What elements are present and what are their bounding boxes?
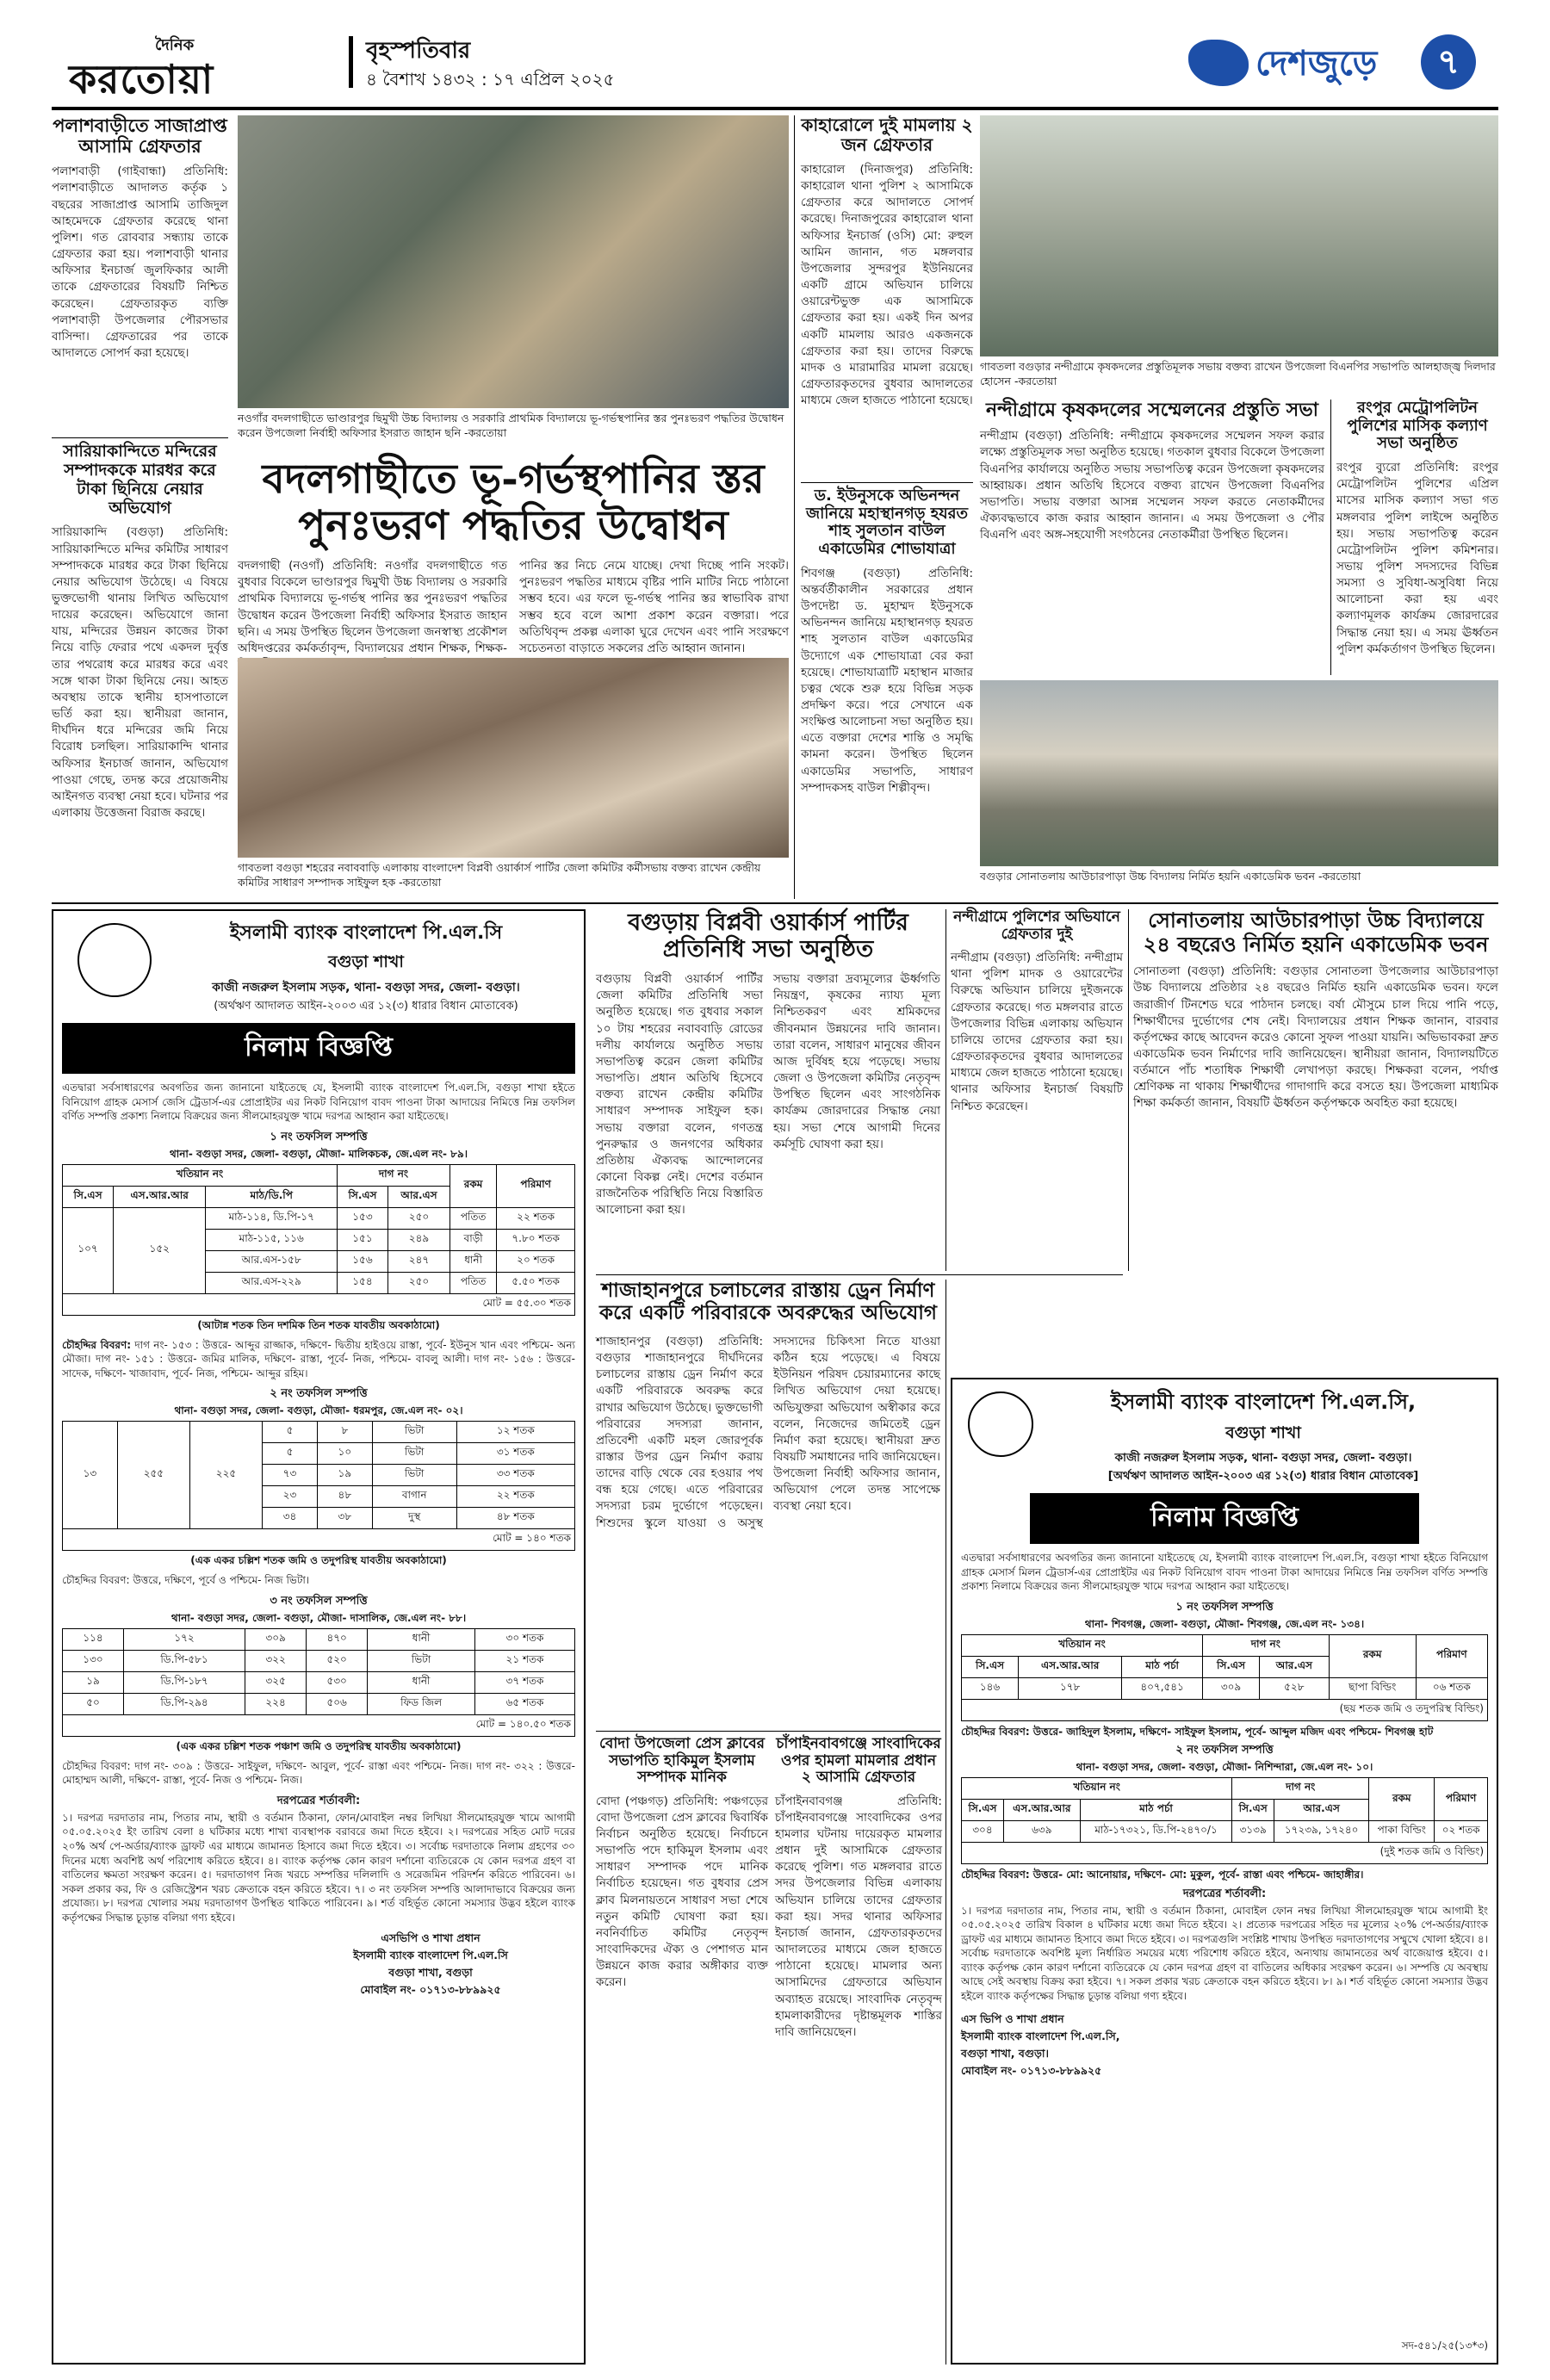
story-temple xyxy=(52,443,228,899)
schedule-3-boundary: চৌহদ্দির বিবরণ: দাগ নং- ৩০৯ : উত্তরে- সাইফুল, দক্ষিণে- আবুল, পূর্বে- রাস্তা এবং পশ্চিমে- নিজ। দাগ নং- ৩২২ : উত্তরে- মোহাম্মদ আলী, দক্ষিণে- রাস্তা, পূর্বে- নিজ ও পশ্চিমে- নিজ। xyxy=(62,1759,575,1787)
branch-name: বগুড়া শাখা xyxy=(1225,1423,1301,1442)
headline: চাঁপাইনবাবগঞ্জে সাংবাদিকের ওপর হামলা মামলার প্রধান ২ আসামি গ্রেফতার xyxy=(776,1735,941,1787)
schedule-1-location: থানা- শিবগঞ্জ, জেলা- বগুড়া, মৌজা- শিবগঞ্জ, জে.এল নং- ১৩৪। xyxy=(1084,1617,1365,1630)
photo-inauguration xyxy=(238,115,789,408)
schedule-2-table: ১৩ ২৫৫ ২২৫ ৫ ৮ ভিটা ১২ শতক ৫ ১০ ভিটা ৩১ শতক ৭৩ ১৯ ভিটা ৩৩ শতক ২৩ ৪৮ বাগান ২২ শতক ৩৪ ৩৮ দুস্থ ৪৮ শতক মোট = ১৪০ শতক xyxy=(62,1421,575,1551)
schedule-1-title: ১ নং তফসিল সম্পত্তি xyxy=(1175,1600,1274,1614)
story-body: নন্দীগ্রাম (বগুড়া) প্রতিনিধি: নন্দীগ্রামে কৃষকদলের সম্মেলন সফল করার লক্ষ্যে প্রস্তুতিমূলক সভা অনুষ্ঠিত হয়েছে। গতকাল বুধবার বিকেলে উপজেলা বিএনপির কার্যালয়ে অনুষ্ঠিত সভায় সভাপতিত্ব করেন উপজেলা কৃষকদলের আহ্বায়ক। প্রধান অতিথি হিসেবে বক্তব্য রাখেন উপজেলা বিএনপির সভাপতি। সভায় বক্তারা আসন্ন সম্মেলন সফল করতে নেতাকর্মীদের ঐক্যবদ্ধভাবে কাজ করার আহ্বান জানান। এ সময় উপজেলা ও পৌর বিএনপি এবং অঙ্গ-সহযোগী সংগঠনের নেতাকর্মীরা উপস্থিত ছিলেন। xyxy=(980,429,1324,542)
story-sonatala xyxy=(1133,909,1498,1374)
story-body-part1: বগুড়ায় বিপ্লবী ওয়ার্কার্স পার্টির জেলা কমিটির প্রতিনিধি সভা অনুষ্ঠিত হয়েছে। গত বুধবার সকাল ১০ টায় শহরের নবাববাড়ি রোডের দলীয় কার্যালয়ে অনুষ্ঠিত সভায় সভাপতিত্ব করেন জেলা কমিটির সভাপতি। প্রধান অতিথি হিসেবে বক্তব্য রাখেন কেন্দ্রীয় কমিটির সাধারণ সম্পাদক সাইফুল হক। সভায় বক্তারা বলেন, গণতন্ত্র পুনরুদ্ধার ও জনগণের অধিকার প্রতিষ্ঠায় ঐক্যবদ্ধ আন্দোলনের কোনো বিকল্প নেই। দেশের বর্তমান রাজনৈতিক পরিস্থিতি নিয়ে বিস্তারিত আলোচনা করা হয়। xyxy=(596,972,763,1218)
photo-caption: গাবতলা বগুড়া শহরের নবাববাড়ি এলাকায় বাংলাদেশ বিপ্লবী ওয়ার্কার্স পার্টির জেলা কমিটির কর্মীসভায় বক্তব্য রাখেন কেন্দ্রীয় কমিটির সাধারণ সম্পাদক সাইফুল হক -করতোয়া xyxy=(238,861,761,889)
section-banner xyxy=(1188,29,1490,98)
headline: নন্দীগ্রামে কৃষকদলের সম্মেলনের প্রস্তুতি সভা xyxy=(986,400,1318,421)
story-nandigram-police xyxy=(951,909,1123,1271)
story-rangpur xyxy=(1336,400,1498,675)
conditions-text: ১। দরপত্র দরদাতার নাম, পিতার নাম, স্থায়ী ও বর্তমান ঠিকানা, ফোন/মোবাইল নম্বর লিখিয়া সীলমোহরযুক্ত খামে আগামী ০৫.০৫.২০২৫ ইং তারিখ বেলা ৪ ঘটিকার মধ্যে শাখা ব্যবস্থাপক বরাবরে জমা দিতে হইবে। ২। দরপত্রের সহিত মোট দরের ২০% অর্থ পে-অর্ডার/ব্যাংক ড্রাফট এর মাধ্যমে জামানত হিসাবে জমা দিতে হইবে। ৩। সর্বোচ্চ দরদাতাকে নিলাম গ্রহণের ৩০ দিনের মধ্যে অবশিষ্ট অর্থ পরিশোধ করিতে হইবে। ৪। ব্যাংক কর্তৃপক্ষ কোন কারণ দর্শানো ব্যতিরেকে যে কোন দরপত্র গ্রহণ বা বাতিলের ক্ষমতা সংরক্ষণ করেন। ৫। দরদাতাগণ নিজ খরচে সম্পত্তির দলিলাদি ও সরেজমিন পরিদর্শন করিতে পারিবেন। ৬। সকল প্রকার কর, ফি ও রেজিস্ট্রেশন খরচ ক্রেতাকে বহন করিতে হইবে। ৭। ৩ নং তফসিল সম্পত্তি আলাদাভাবে বিক্রয়ের জন্য প্রযোজ্য। ৮। দরপত্র খোলার সময় দরদাতাগণ উপস্থিত থাকিতে পারিবেন। ৯। শর্ত বহির্ভূত কোনো সমস্যার উদ্ভব হইলে ব্যাংক কর্তৃপক্ষের সিদ্ধান্ত চূড়ান্ত বলিয়া গণ্য হইবে। xyxy=(62,1811,575,1924)
bank-address: কাজী নজরুল ইসলাম সড়ক, থানা- বগুড়া সদর, জেলা- বগুড়া। xyxy=(212,981,520,995)
schedule-1-table: খতিয়ান নং দাগ নং রকম পরিমাণ সি.এস এস.আর.আর মাঠ পর্চা সি.এস আর.এস ১৪৬ ১৭৮ ৪০৭,৫৪১ ৩০৯ ৫২৮ ছাপা বিল্ডিং ০৬ শতক (ছয় শতক জমি ও তদুপরিস্থ বিল্ডিং) xyxy=(961,1634,1488,1721)
schedule-1-location: থানা- বগুড়া সদর, জেলা- বগুড়া, মৌজা- মালিকচক, জে.এল নং- ৮৯। xyxy=(169,1147,468,1160)
schedule-2-title: ২ নং তফসিল সম্পত্তি xyxy=(1175,1744,1274,1757)
ad-code: সদ-৫৪১/২৫(১৩*৩) xyxy=(1401,2340,1488,2352)
paper-logo xyxy=(60,33,319,102)
schedule-1-note: (আটান্ন শতক তিন দশমিক তিন শতক যাবতীয় অবকাঠামো) xyxy=(197,1318,440,1331)
photo-workers-party-meeting xyxy=(238,658,789,858)
schedule-2-boundary: চৌহদ্দির বিবরণ: উত্তরে- মো: আনোয়ার, দক্ষিণে- মো: মুকুল, পূর্বে- রাস্তা এবং পশ্চিমে- জাহাঙ্গীর। xyxy=(961,1869,1364,1881)
story-body: শাজাহানপুর (বগুড়া) প্রতিনিধি: বগুড়ার শাজাহানপুরে দীর্ঘদিনের চলাচলের রাস্তায় ড্রেন নির্মাণ করে একটি পরিবারকে অবরুদ্ধ করে রাখার অভিযোগ উঠেছে। ভুক্তভোগী পরিবারের সদস্যরা জানান, প্রতিবেশী একটি মহল জোরপূর্বক রাস্তার উপর ড্রেন নির্মাণ করায় তাদের বাড়ি থেকে বের হওয়ার পথ বন্ধ হয়ে গেছে। এতে পরিবারের সদস্যরা চরম দুর্ভোগে পড়েছেন। শিশুদের স্কুলে যাওয়া ও অসুস্থ সদস্যদের চিকিৎসা নিতে যাওয়া কঠিন হয়ে পড়েছে। এ বিষয়ে ইউনিয়ন পরিষদ চেয়ারম্যানের কাছে লিখিত অভিযোগ দেয়া হয়েছে। অভিযুক্তরা অভিযোগ অস্বীকার করে বলেন, নিজেদের জমিতেই ড্রেন নির্মাণ করা হয়েছে। স্থানীয়রা দ্রুত বিষয়টি সমাধানের দাবি জানিয়েছেন। উপজেলা নির্বাহী অফিসার জানান, অভিযোগ পেলে তদন্ত সাপেক্ষে ব্যবস্থা নেয়া হবে। xyxy=(596,1334,940,1530)
headline: বোদা উপজেলা প্রেস ক্লাবের সভাপতি হাকিমুল ইসলাম সম্পাদক মানিক xyxy=(598,1735,766,1787)
section-name: দেশজুড়ে xyxy=(1256,44,1378,84)
bank-address: কাজী নজরুল ইসলাম সড়ক, থানা- বগুড়া সদর, জেলা- বগুড়া। xyxy=(1114,1451,1412,1465)
headline: শাজাহানপুরে চলাচলের রাস্তায় ড্রেন নির্মাণ করে একটি পরিবারকে অবরুদ্ধের অভিযোগ xyxy=(598,1280,937,1325)
branch-name: বগুড়া শাখা xyxy=(328,952,404,971)
paper-name-small: দৈনিক xyxy=(155,36,195,54)
story-workers-party xyxy=(596,909,940,1271)
conditions-text: ১। দরপত্র দরদাতার নাম, পিতার নাম, স্থায়ী ও বর্তমান ঠিকানা, মোবাইল ফোন নম্বর লিখিয়া সীলমোহরযুক্ত খামে আগামী ইং ০৫.০৫.২০২৫ তারিখ বিকাল ৪ ঘটিকার মধ্যে জমা দিতে হইবে। ২। প্রত্যেক দরপত্রের সহিত দর মূল্যের ২০% পে-অর্ডার/ব্যাংক ড্রাফট এর মাধ্যমে জামানত হিসাবে জমা দিতে হইবে। ৩। দরপত্রগুলি সংশ্লিষ্ট শাখায় উপস্থিত দরদাতাগণের সম্মুখে খোলা হইবে। ৪। সর্বোচ্চ দরদাতাকে অবশিষ্ট মূল্য নির্ধারিত সময়ের মধ্যে পরিশোধ করিতে হইবে, অন্যথায় জামানতের অর্থ বাজেয়াপ্ত হইবে। ৫। ব্যাংক কর্তৃপক্ষ কোন কারণ দর্শানো ব্যতিরেকে যে কোন দরপত্র গ্রহণ বা বাতিলের অধিকার সংরক্ষণ করেন। ৬। সম্পত্তি যে অবস্থায় আছে সেই অবস্থায় বিক্রয় করা হইবে। ৭। সকল প্রকার খরচ ক্রেতাকে বহন করিতে হইবে। ৮। ৯। শর্ত বহির্ভূত কোনো সমস্যার উদ্ভব হইলে ব্যাংক কর্তৃপক্ষের সিদ্ধান্ত চূড়ান্ত বলিয়া গণ্য হইবে। xyxy=(961,1904,1488,2003)
paper-name: করতোয়া xyxy=(69,56,214,102)
notice-banner: নিলাম বিজ্ঞপ্তি xyxy=(1030,1493,1419,1544)
law-reference: (অর্থঋণ আদালত আইন-২০০৩ এর ১২(৩) ধারার বিধান মোতাবেক) xyxy=(214,1000,518,1013)
bank-name: ইসলামী ব্যাংক বাংলাদেশ পি.এল.সি xyxy=(229,922,503,944)
story-body: পলাশবাড়ী (গাইবান্ধা) প্রতিনিধি: পলাশবাড়ীতে আদালত কর্তৃক ১ বছরের সাজাপ্রাপ্ত আসামি তাজিদুল আহমেদকে গ্রেফতার করেছে থানা পুলিশ। গত রোববার সন্ধ্যায় তাকে গ্রেফতার করা হয়। পলাশবাড়ী থানার অফিসার ইনচার্জ জুলফিকার আলী তাকে গ্রেফতারের বিষয়টি নিশ্চিত করেছেন। গ্রেফতারকৃত ব্যক্তি পলাশবাড়ী উপজেলার পৌরসভার বাসিন্দা। গ্রেফতারের পর তাকে আদালতে সোপর্দ করা হয়েছে। xyxy=(52,164,228,360)
bank-logo xyxy=(968,1391,1033,1457)
conditions-title: দরপত্রের শর্তাবলী: xyxy=(1182,1887,1267,1900)
story-body: চাঁপাইনবাবগঞ্জ প্রতিনিধি: চাঁপাইনবাবগঞ্জে সাংবাদিকের ওপর হামলার ঘটনায় দায়েরকৃত মামলার প্রধান দুই আসামিকে গ্রেফতার করেছে পুলিশ। গত মঙ্গলবার রাতে সদর উপজেলার বিভিন্ন এলাকায় অভিযান চালিয়ে তাদের গ্রেফতার করা হয়। সদর থানার অফিসার ইনচার্জ জানান, গ্রেফতারকৃতদের আদালতের মাধ্যমে জেল হাজতে পাঠানো হয়েছে। মামলার অন্য আসামিদের গ্রেফতারে অভিযান অব্যাহত রয়েছে। সাংবাদিক নেতৃবৃন্দ হামলাকারীদের দৃষ্টান্তমূলক শাস্তির দাবি জানিয়েছেন। xyxy=(775,1794,942,2039)
schedule-1-boundary: চৌহদ্দির বিবরণ: দাগ নং- ১৫৩ : উত্তরে- আব্দুর রাজ্জাক, দক্ষিণে- দ্বিতীয় হাইওয়ে রাস্তা, পূর্বে- ইউনুস খান এবং পশ্চিমে- অন্য মৌজা। দাগ নং- ১৫১ : উত্তরে- জমির মালিক, দক্ষিণে- রাস্তা, পূর্বে- নিজ, পশ্চিমে- বাবলু আলী। দাগ নং- ১৫৬ : উত্তরে- সাদেক, দক্ষিণে- খাজাবাদ, পূর্বে- নিজ, পশ্চিমে- আব্দুর রহিম। xyxy=(62,1338,575,1379)
law-reference: [অর্থঋণ আদালত আইন-২০০৩ এর ১২(৩) ধারার বিধান মোতাবেক] xyxy=(1107,1470,1419,1483)
issue-date: ৪ বৈশাখ ১৪৩২ : ১৭ এপ্রিল ২০২৫ xyxy=(366,69,615,90)
schedule-2-table: খতিয়ান নং দাগ নং রকম পরিমাণ সি.এস এস.আর.আর মাঠ পর্চা সি.এস আর.এস ৩০৪ ৬৩৯ মাঠ-১৭৩২১, ডি.পি-২৪৭০/১ ৩১৩৯ ১৭২৩৯, ১৭২৪০ পাকা বিল্ডিং ০২ শতক (দুই শতক জমি ও বিল্ডিং) xyxy=(961,1777,1488,1864)
schedule-3-location: থানা- বগুড়া সদর, জেলা- বগুড়া, মৌজা- দাসালিক, জে.এল নং- ৮৮। xyxy=(170,1611,467,1624)
story-palashbari xyxy=(52,115,228,434)
story-body-part1: বদলগাছী (নওগাঁ) প্রতিনিধি: নওগাঁর বদলগাছীতে গত বুধবার বিকেলে ভাণ্ডারপুর দ্বিমুখী উচ্চ বিদ্যালয় ও সরকারি প্রাথমিক বিদ্যালয়ে ভূ-গর্ভস্থ পানির স্তর পুনঃভরণ পদ্ধতির উদ্বোধন করেন উপজেলা নির্বাহী অফিসার ইসরাত জাহান ছনি। এ সময় উপস্থিত ছিলেন উপজেলা জনস্বাস্থ্য প্রকৌশল অধিদপ্তরের কর্মকর্তাবৃন্দ, বিদ্যালয়ের প্রধান শিক্ষক, শিক্ষক- xyxy=(238,559,507,655)
schedule-2-title: ২ নং তফসিল সম্পত্তি xyxy=(270,1387,368,1401)
bank-name: ইসলামী ব্যাংক বাংলাদেশ পি.এল.সি, xyxy=(1110,1390,1417,1414)
schedule-1-title: ১ নং তফসিল সম্পত্তি xyxy=(270,1130,368,1144)
story-body: সারিয়াকান্দি (বগুড়া) প্রতিনিধি: সারিয়াকান্দিতে মন্দির কমিটির সাধারণ সম্পাদককে মারধর করে টাকা ছিনিয়ে নেয়ার অভিযোগ উঠেছে। এ বিষয়ে ভুক্তভোগী থানায় লিখিত অভিযোগ দায়ের করেছেন। অভিযোগে জানা যায়, মন্দিরের উন্নয়ন কাজের টাকা নিয়ে বাড়ি ফেরার পথে একদল দুর্বৃত্ত তার পথরোধ করে মারধর করে এবং সঙ্গে থাকা টাকা ছিনিয়ে নেয়। আহত অবস্থায় তাকে স্থানীয় হাসপাতালে ভর্তি করা হয়। স্থানীয়রা জানান, দীর্ঘদিন ধরে মন্দিরের জমি নিয়ে বিরোধ চলছিল। সারিয়াকান্দি থানার অফিসার ইনচার্জ জানান, অভিযোগ পাওয়া গেছে, তদন্ত করে প্রয়োজনীয় আইনগত ব্যবস্থা নেয়া হবে। ঘটনার পর এলাকায় উত্তেজনা বিরাজ করছে। xyxy=(52,525,228,821)
signature-block: এস ভিপি ও শাখা প্রধান ইসলামী ব্যাংক বাংলাদেশ পি.এল.সি, বগুড়া শাখা, বগুড়া। মোবাইল নং- ০১৭১৩-৮৮৯৯২৫ xyxy=(961,2011,1120,2077)
schedule-2-location: থানা- বগুড়া সদর, জেলা- বগুড়া, মৌজা- ধরমপুর, জে.এল নং- ০২। xyxy=(174,1404,463,1417)
schedule-2-boundary: চৌহদ্দির বিবরণ: উত্তরে, দক্ষিণে, পূর্বে ও পশ্চিমে- নিজ ভিটা। xyxy=(62,1574,310,1587)
photo-caption: বগুড়ার সোনাতলায় আউচারপাড়া উচ্চ বিদ্যালয় নির্মিত হয়নি একাডেমিক ভবন -করতোয়া xyxy=(980,870,1361,883)
auction-notice-left xyxy=(52,909,586,2365)
notice-intro: এতদ্বারা সর্বসাধারণের অবগতির জন্য জানানো যাইতেছে যে, ইসলামী ব্যাংক বাংলাদেশ পি.এল.সি, বগুড়া শাখা হইতে বিনিয়োগ গ্রাহক মেসার্স জেসি ট্রেডার্স-এর প্রোপ্রাইটর এর নিকট বিনিয়োগ বাবদ পাওনা টাকা আদায়ের নিমিত্তে নিম্ন তফসিল বর্ণিত সম্পত্তি প্রকাশ্য নিলামে বিক্রয়ের জন্য সীলমোহরযুক্ত খামে দরপত্র আহ্বান করা যাইতেছে। xyxy=(62,1082,575,1123)
story-shajahanpur xyxy=(596,1280,940,1727)
schedule-3-table: ১১৪ ১৭২ ৩০৯ ৪৭০ ধানী ৩০ শতক ১৩০ ডি.পি-৫৮১ ৩২২ ৫২০ ভিটা ২১ শতক ১৯ ডি.পি-১৮৭ ৩২৫ ৫৩০ ধানী ৩৭ শতক ৫০ ডি.পি-২৯৪ ২২৪ ৫০৬ ফিড জিল ৬৫ শতক মোট = ১৪০.৫০ শতক xyxy=(62,1628,575,1737)
auction-notice-right xyxy=(951,1378,1498,2365)
headline: ড. ইউনুসকে অভিনন্দন জানিয়ে মহাস্থানগড় হযরত শাহ সুলতান বাউল একাডেমির শোভাযাত্রা xyxy=(805,487,968,559)
page-number: ৭ xyxy=(1421,34,1476,90)
bangladesh-map-icon xyxy=(1188,40,1249,86)
schedule-1-boundary: চৌহদ্দির বিবরণ: উত্তরে- জাহিদুল ইসলাম, দক্ষিণে- সাইফুল ইসলাম, পূর্বে- আব্দুল মজিদ এবং পশ্চিমে- শিবগঞ্জ হাট xyxy=(961,1725,1434,1738)
story-mahasthangarh xyxy=(801,487,973,899)
headline: কাহারোলে দুই মামলায় ২ জন গ্রেফতার xyxy=(801,115,973,155)
conditions-title: দরপত্রের শর্তাবলী: xyxy=(276,1794,361,1807)
story-body-part2: সভায় বক্তারা দ্রব্যমূল্যের ঊর্ধ্বগতি নিয়ন্ত্রণ, কৃষকের ন্যায্য মূল্য নিশ্চিতকরণ এবং শ্রমিকদের জীবনমান উন্নয়নের দাবি জানান। তারা বলেন, সাধারণ মানুষের জীবন আজ দুর্বিষহ হয়ে পড়েছে। সভায় জেলা ও উপজেলা কমিটির নেতৃবৃন্দ উপস্থিত ছিলেন এবং সাংগঠনিক কার্যক্রম জোরদারের সিদ্ধান্ত নেয়া হয়। সভা শেষে আগামী দিনের কর্মসূচি ঘোষণা করা হয়। xyxy=(773,972,940,1151)
headline: পলাশবাড়ীতে সাজাপ্রাপ্ত আসামি গ্রেফতার xyxy=(53,115,227,158)
story-nandigram-krishak xyxy=(980,400,1324,675)
schedule-1-table: খতিয়ান নং দাগ নং রকম পরিমাণ সি.এস এস.আর.আর মাঠ/ডি.পি সি.এস আর.এস ১০৭ ১৫২ মাঠ-১১৪, ডি.পি-১৭ ১৫৩ ২৫০ পতিত ২২ শতক মাঠ-১১৫, ১১৬ ১৫১ ২৪৯ বাড়ী ৭.৮০ শতক আর.এস-১৫৮ ১৫৬ ২৪৭ ধানী ২০ শতক আর.এস-২২৯ ১৫৪ ২৫০ পতিত ৫.৫০ শতক মোট = ৫৫.৩০ শতক xyxy=(62,1164,575,1316)
schedule-2-location: থানা- বগুড়া সদর, জেলা- বগুড়া, মৌজা- নিশিন্দারা, জে.এল নং- ১০। xyxy=(1076,1761,1373,1774)
notice-banner: নিলাম বিজ্ঞপ্তি xyxy=(62,1023,575,1074)
story-chapainawabganj xyxy=(775,1736,942,2365)
masthead xyxy=(52,26,1498,105)
schedule-3-title: ৩ নং তফসিল সম্পত্তি xyxy=(270,1594,368,1608)
photo-caption: নওগাঁর বদলগাছীতে ভাণ্ডারপুর ছিমুখী উচ্চ বিদ্যালয় ও সরকারি প্রাথমিক বিদ্যালয়ে ভূ-গর্ভস্থপানির স্তর পুনঃভরণ পদ্ধতির উদ্বোধন করেন উপজেলা নির্বাহী অফিসার ইসরাত জাহান ছনি -করতোয়া xyxy=(238,412,784,439)
headline: সোনাতলায় আউচারপাড়া উচ্চ বিদ্যালয়ে ২৪ বছরেও নির্মিত হয়নি একাডেমিক ভবন xyxy=(1143,908,1489,957)
story-body: শিবগঞ্জ (বগুড়া) প্রতিনিধি: অন্তর্বর্তীকালীন সরকারের প্রধান উপদেষ্টা ড. মুহাম্মদ ইউনুসকে অভিনন্দন জানিয়ে মহাস্থানগড় হযরত শাহ সুলতান বাউল একাডেমির উদ্যোগে এক শোভাযাত্রা বের করা হয়েছে। শোভাযাত্রাটি মহাস্থান মাজার চত্বর থেকে শুরু হয়ে বিভিন্ন সড়ক প্রদক্ষিণ করে। পরে সেখানে এক সংক্ষিপ্ত আলোচনা সভা অনুষ্ঠিত হয়। এতে বক্তারা দেশের শান্তি ও সমৃদ্ধি কামনা করেন। উপস্থিত ছিলেন একাডেমির সভাপতি, সাধারণ সম্পাদকসহ বাউল শিল্পীবৃন্দ। xyxy=(801,566,973,795)
headline: সারিয়াকান্দিতে মন্দিরের সম্পাদককে মারধর করে টাকা ছিনিয়ে নেয়ার অভিযোগ xyxy=(63,442,217,518)
story-body: বোদা (পঞ্চগড়) প্রতিনিধি: পঞ্চগড়ের বোদা উপজেলা প্রেস ক্লাবের দ্বিবার্ষিক নির্বাচন অনুষ্ঠিত হয়েছে। নির্বাচনে সভাপতি পদে হাকিমুল ইসলাম এবং সাধারণ সম্পাদক পদে মানিক নির্বাচিত হয়েছেন। গত বুধবার প্রেস ক্লাব মিলনায়তনে সাধারণ সভা শেষে নতুন কমিটি ঘোষণা করা হয়। নবনির্বাচিত কমিটির নেতৃবৃন্দ সাংবাদিকদের ঐক্য ও পেশাগত মান উন্নয়নে কাজ করার অঙ্গীকার ব্যক্ত করেন। xyxy=(596,1794,768,1990)
story-body: সোনাতলা (বগুড়া) প্রতিনিধি: বগুড়ার সোনাতলা উপজেলার আউচারপাড়া উচ্চ বিদ্যালয়ে প্রতিষ্ঠার ২৪ বছরেও নির্মিত হয়নি একাডেমিক ভবন। ফলে জরাজীর্ণ টিনশেড ঘরে পাঠদান চলছে। বর্ষা মৌসুমে চাল দিয়ে পানি পড়ে, শিক্ষার্থীদের দুর্ভোগের শেষ নেই। বিদ্যালয়ের প্রধান শিক্ষক জানান, বারবার কর্তৃপক্ষের কাছে আবেদন করেও কোনো সুফল পাওয়া যায়নি। অভিভাবকরা দ্রুত একাডেমিক ভবন নির্মাণের দাবি জানিয়েছেন। স্থানীয়রা জানান, বিদ্যালয়টিতে বর্তমানে পাঁচ শতাধিক শিক্ষার্থী লেখাপড়া করছে। শিক্ষকরা বলেন, পর্যাপ্ত শ্রেণিকক্ষ না থাকায় শিক্ষার্থীদের গাদাগাদি করে বসতে হয়। উপজেলা মাধ্যমিক শিক্ষা কর্মকর্তা জানান, বিষয়টি ঊর্ধ্বতন কর্তৃপক্ষকে অবহিত করা হয়েছে। xyxy=(1133,964,1498,1111)
headline: নন্দীগ্রামে পুলিশের অভিযানে গ্রেফতার দুই xyxy=(953,908,1120,943)
story-body: কাহারোল (দিনাজপুর) প্রতিনিধি: কাহারোল থানা পুলিশ ২ আসামিকে গ্রেফতার করে আদালতে সোপর্দ করেছে। দিনাজপুরের কাহারোল থানা অফিসার ইনচার্জ (ওসি) মো: রুহুল আমিন জানান, গত মঙ্গলবার উপজেলার সুন্দরপুর ইউনিয়নের একটি গ্রামে অভিযান চালিয়ে ওয়ারেন্টভুক্ত এক আসামিকে গ্রেফতার করা হয়। একই দিন অপর একটি মামলায় আরও একজনকে গ্রেফতার করা হয়। তাদের বিরুদ্ধে মাদক ও মারামারির মামলা রয়েছে। গ্রেফতারকৃতদের বুধবার আদালতের মাধ্যমে জেল হাজতে পাঠানো হয়েছে। xyxy=(801,163,973,408)
photo-krishak-meeting xyxy=(980,115,1498,356)
notice-intro: এতদ্বারা সর্বসাধারণের অবগতির জন্য জানানো যাইতেছে যে, ইসলামী ব্যাংক বাংলাদেশ পি.এল.সি, বগুড়া শাখা হইতে বিনিয়োগ গ্রাহক মেসার্স মিলন ট্রেডার্স-এর প্রোপ্রাইটর এর নিকট বিনিয়োগ বাবদ পাওনা টাকা আদায়ের নিমিত্তে নিম্ন তফসিল বর্ণিত সম্পত্তি প্রকাশ্য নিলামে বিক্রয়ের জন্য সীলমোহরযুক্ত খামে দরপত্র আহ্বান করা যাইতেছে। xyxy=(961,1552,1488,1593)
schedule-3-note: (এক একর চল্লিশ শতক পঞ্চাশ জমি ও তদুপরিস্থ যাবতীয় অবকাঠামো) xyxy=(176,1739,462,1752)
headline: রংপুর মেট্রোপলিটন পুলিশের মাসিক কল্যাণ সভা অনুষ্ঠিত xyxy=(1347,399,1488,453)
weekday: বৃহস্পতিবার xyxy=(366,38,471,64)
story-badalgachhi xyxy=(238,456,789,654)
story-body: নন্দীগ্রাম (বগুড়া) প্রতিনিধি: নন্দীগ্রাম থানা পুলিশ মাদক ও ওয়ারেন্টের বিরুদ্ধে অভিযান চালিয়ে দুইজনকে গ্রেফতার করেছে। গত মঙ্গলবার রাতে উপজেলার বিভিন্ন এলাকায় অভিযান চালিয়ে তাদের গ্রেফতার করা হয়। গ্রেফতারকৃতদের বুধবার আদালতের মাধ্যমে জেল হাজতে পাঠানো হয়েছে। থানার অফিসার ইনচার্জ বিষয়টি নিশ্চিত করেছেন। xyxy=(951,951,1123,1113)
headline: বগুড়ায় বিপ্লবী ওয়ার্কার্স পার্টির প্রতিনিধি সভা অনুষ্ঠিত xyxy=(628,909,908,964)
story-body-part2: পানির স্তর নিচে নেমে যাচ্ছে। দেখা দিচ্ছে পানি সংকট। পুনঃভরণ পদ্ধতির মাধ্যমে বৃষ্টির পানি মাটির নিচে পাঠানো সম্ভব হবে। এর ফলে ভূ-গর্ভস্থ পানির স্তর স্বাভাবিক রাখা সম্ভব হবে বলে আশা প্রকাশ করেন বক্তারা। পরে অতিথিবৃন্দ প্রকল্প এলাকা ঘুরে দেখেন এবং পানি সংরক্ষণে সচেতনতা বাড়াতে সকলের প্রতি আহ্বান জানান। xyxy=(519,559,789,655)
schedule-2-note: (এক একর চল্লিশ শতক জমি ও তদুপরিস্থ যাবতীয় অবকাঠামো) xyxy=(190,1554,447,1567)
story-body: রংপুর ব্যুরো প্রতিনিধি: রংপুর মেট্রোপলিটন পুলিশের এপ্রিল মাসের মাসিক কল্যাণ সভা গত মঙ্গলবার পুলিশ লাইন্সে অনুষ্ঠিত হয়। সভায় সভাপতিত্ব করেন মেট্রোপলিটন পুলিশ কমিশনার। সভায় পুলিশ সদস্যদের বিভিন্ন সমস্যা ও সুবিধা-অসুবিধা নিয়ে আলোচনা করা হয় এবং কল্যাণমূলক কার্যক্রম জোরদারের সিদ্ধান্ত নেয়া হয়। এ সময় ঊর্ধ্বতন পুলিশ কর্মকর্তাগণ উপস্থিত ছিলেন। xyxy=(1336,461,1498,656)
photo-sonatala-school xyxy=(980,680,1498,866)
headline: বদলগাছীতে ভূ-গর্ভস্থপানির স্তর পুনঃভরণ পদ্ধতির উদ্বোধন xyxy=(262,456,765,550)
photo-caption: গাবতলা বগুড়ার নন্দীগ্রামে কৃষকদলের প্রস্তুতিমূলক সভায় বক্তব্য রাখেন উপজেলা বিএনপির সভাপতি আলহাজ্জ্ব দিলদার হোসেন -করতোয়া xyxy=(980,360,1496,387)
story-boda xyxy=(596,1736,768,2365)
bank-logo xyxy=(78,923,152,997)
signature-block: এসভিপি ও শাখা প্রধান ইসলামী ব্যাংক বাংলাদেশ পি.এল.সি বগুড়া শাখা, বগুড়া মোবাইল নং- ০১৭১৩-৮৮৯৯২৫ xyxy=(353,1931,508,1997)
